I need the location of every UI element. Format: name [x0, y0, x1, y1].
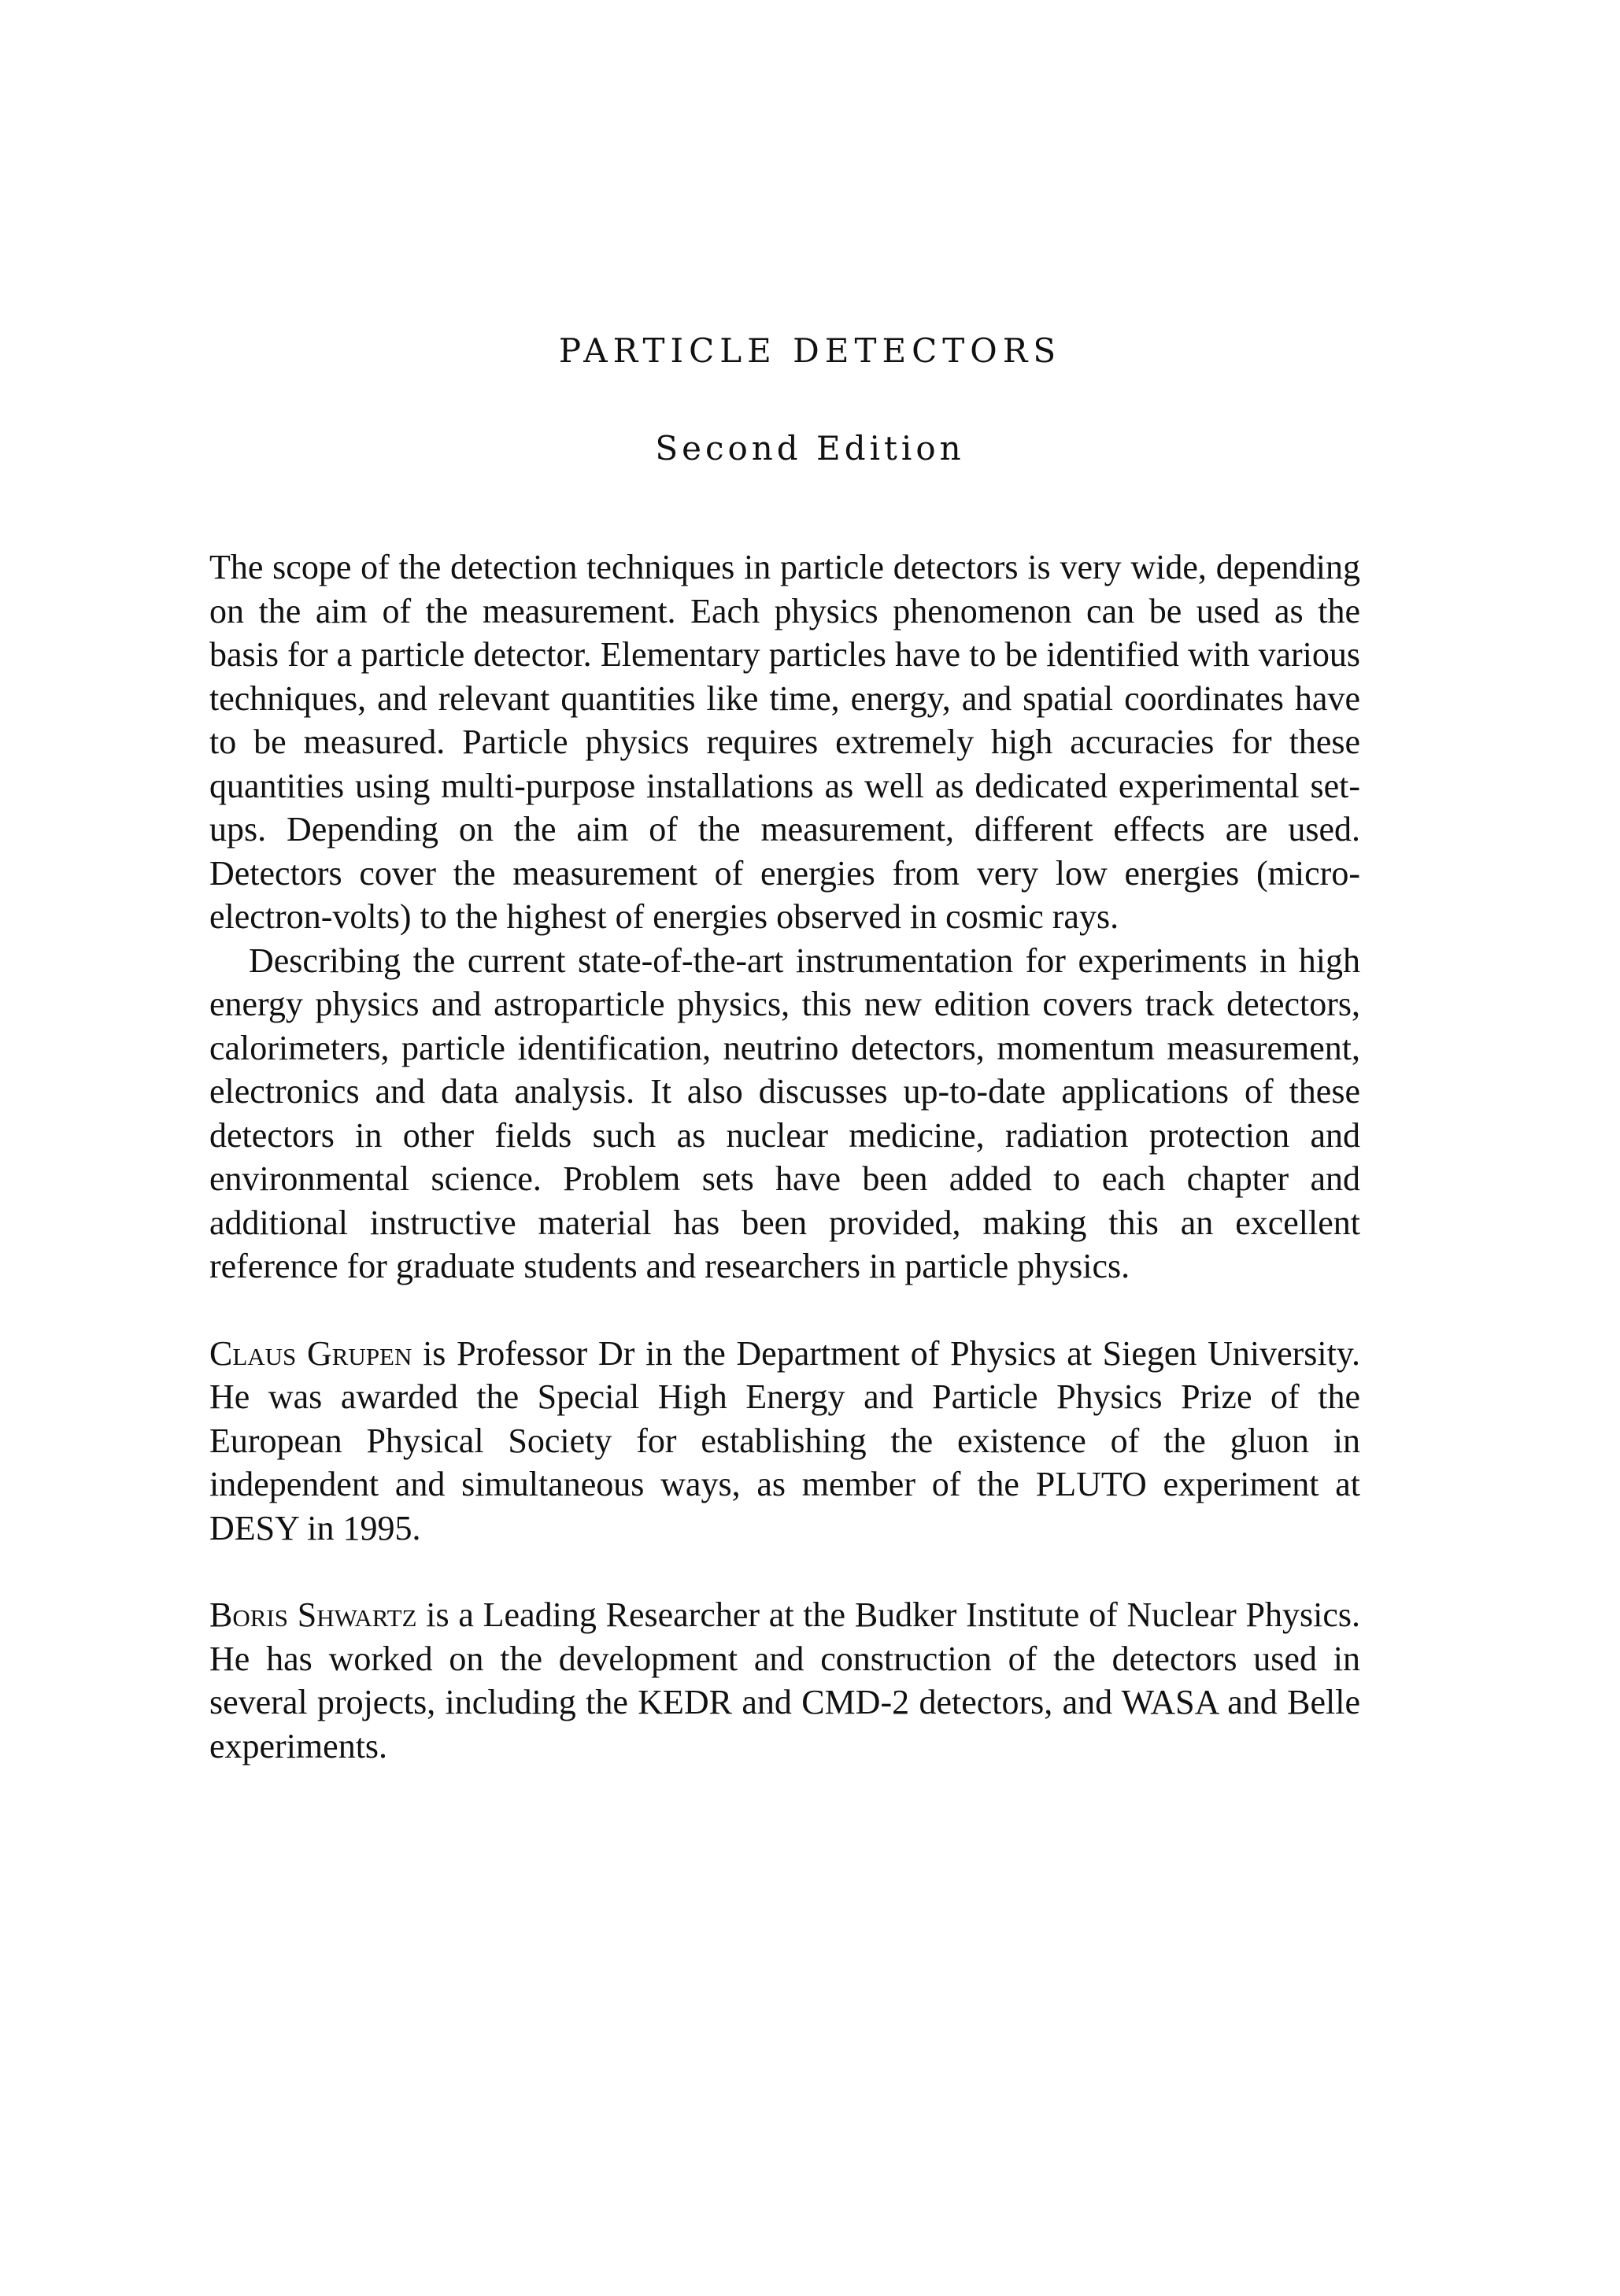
book-title: PARTICLE DETECTORS — [558, 331, 1062, 370]
author-name-shwartz: Boris Shwartz — [209, 1595, 417, 1634]
blurb-paragraph-1: The scope of the detection techniques in particle detectors is very wide, depending on the aim of the measurement. Each physics phenomenon can be used as the basis for a particle detector. Elementary particles have to be identified with various techniques, and relevant quantities like time, energy, and spatial coordinates have to be measured. Particle physics requires extremely high accuracies for these quantities using multi-purpose installations as well as dedicated experimental set-ups. Depending on the aim of the measurement, different effects are used. Detectors cover the measurement of energies from very low energies (micro-electron-volts) to the highest of energies observed in cosmic rays. — [209, 548, 1360, 936]
blurb-paragraph-2: Describing the current state-of-the-art instrumentation for experiments in high energy physics and astroparticle physics, this new edition covers track detectors, calorimeters, particle identification, neutrino detectors, momentum measurement, electronics and data analysis. It also discusses up-to-date applications of these detectors in other fields such as nuclear medicine, radiation protection and environmental science. Problem sets have been added to each chapter and additional instructive material has been provided, making this an excellent reference for graduate students and researchers in particle physics. — [209, 941, 1360, 1285]
author-bio-text-grupen: is Professor Dr in the Department of Physics at Siegen University. He was awarded the Special High Energy and Particle Physics Prize of the European Physical Society for establishing the existence of the gluon in independent and simultaneous ways, as member of the PLUTO experiment at DESY in 1995. — [209, 1333, 1360, 1547]
book-edition: Second Edition — [655, 429, 965, 468]
author-bio-grupen — [209, 1332, 1360, 1551]
page-body — [209, 545, 1360, 1768]
author-bio-shwartz — [209, 1593, 1360, 1768]
author-name-grupen: Claus Grupen — [209, 1333, 412, 1373]
author-bio-text-shwartz: is a Leading Researcher at the Budker Institute of Nuclear Physics. He has worked on the development and construction of the detectors used in several projects, including the KEDR and CMD-2 detectors, and WASA and Belle experiments. — [209, 1595, 1360, 1765]
